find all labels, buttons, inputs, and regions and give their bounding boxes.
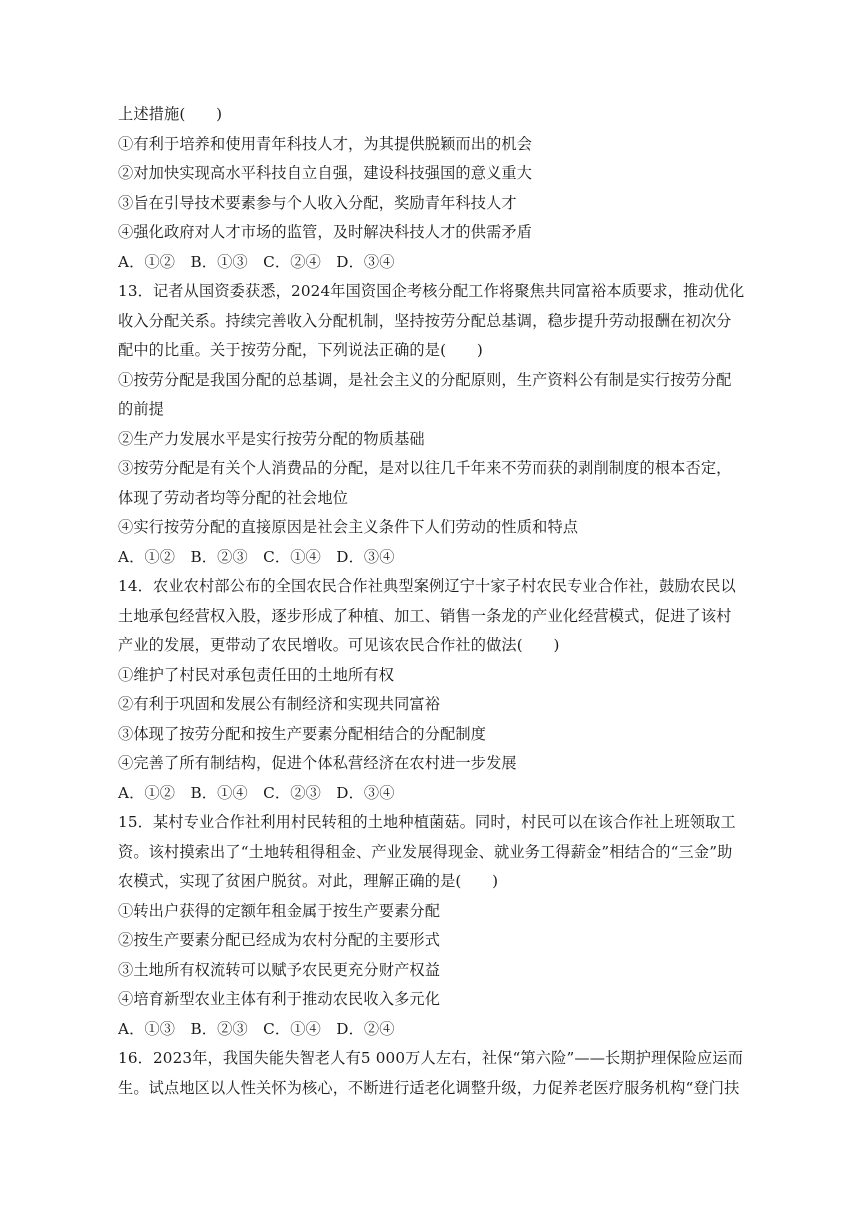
- answer-choices: A．①② B．②③ C．①④ D．③④: [118, 547, 395, 566]
- option-line: ④培育新型农业主体有利于推动农民收入多元化: [118, 990, 441, 1008]
- question-14-text: 产业的发展，更带动了农民增收。可见该农民合作社的做法( ): [118, 636, 560, 654]
- option-line: ④强化政府对人才市场的监管，及时解决科技人才的供需矛盾: [118, 223, 533, 241]
- question-14-text: 土地承包经营权入股，逐步形成了种植、加工、销售一条龙的产业化经营模式，促进了该村: [118, 606, 732, 625]
- question-15-text: 农模式，实现了贫困户脱贫。对此，理解正确的是( ): [118, 872, 499, 890]
- option-line: ③体现了按劳分配和按生产要素分配相结合的分配制度: [118, 724, 487, 743]
- option-line: ④实行按劳分配的直接原因是社会主义条件下人们劳动的性质和特点: [118, 518, 579, 536]
- option-line: 体现了劳动者均等分配的社会地位: [118, 488, 349, 507]
- question-16-text: 16．2023年，我国失能失智老人有5 000万人左右，社保“第六险”——长期护理保险应运而: [118, 1049, 744, 1067]
- answer-choices: A．①② B．①④ C．②③ D．③④: [118, 783, 395, 802]
- question-15-text: 资。该村摸索出了“土地转租得租金、产业发展得现金、就业务工得薪金”相结合的“三金”助: [118, 842, 733, 861]
- question-13-text: 配中的比重。关于按劳分配，下列说法正确的是( ): [118, 341, 483, 359]
- option-line: ②对加快实现高水平科技自立自强，建设科技强国的意义重大: [118, 164, 533, 182]
- option-line: ①转出户获得的定额年租金属于按生产要素分配: [118, 901, 441, 920]
- answer-choices: A．①③ B．②③ C．①④ D．②④: [118, 1019, 395, 1038]
- answer-choices: A．①② B．①③ C．②④ D．③④: [118, 252, 395, 271]
- question-13-text: 收入分配关系。持续完善收入分配机制，坚持按劳分配总基调，稳步提升劳动报酬在初次分: [118, 311, 732, 330]
- option-line: ③土地所有权流转可以赋予农民更充分财产权益: [118, 960, 441, 979]
- option-line: ①维护了村民对承包责任田的土地所有权: [118, 665, 395, 684]
- option-line: ②生产力发展水平是实行按劳分配的物质基础: [118, 429, 425, 448]
- option-line: ③旨在引导技术要素参与个人收入分配，奖励青年科技人才: [118, 193, 517, 212]
- question-15-text: 15．某村专业合作社利用村民转租的土地种植菌菇。同时，村民可以在该合作社上班领取工: [118, 813, 736, 831]
- option-line: ③按劳分配是有关个人消费品的分配，是对以往几千年来不劳而获的剥削制度的根本否定，: [118, 459, 732, 477]
- option-line: ①按劳分配是我国分配的总基调，是社会主义的分配原则，生产资料公有制是实行按劳分配: [118, 370, 732, 389]
- question-14-text: 14．农业农村部公布的全国农民合作社典型案例辽宁十家子村农民专业合作社，鼓励农民以: [118, 577, 736, 595]
- question-stem-tail: 上述措施( ): [118, 105, 223, 123]
- option-line: ④完善了所有制结构，促进个体私营经济在农村进一步发展: [118, 754, 517, 772]
- option-line: ①有利于培养和使用青年科技人才，为其提供脱颖而出的机会: [118, 134, 533, 153]
- option-line: ②有利于巩固和发展公有制经济和实现共同富裕: [118, 695, 441, 713]
- question-13-text: 13．记者从国资委获悉，2024年国资国企考核分配工作将聚焦共同富裕本质要求，推动优化: [118, 282, 745, 300]
- document-page: [118, 100, 745, 1103]
- question-16-text: 生。试点地区以人性关怀为核心，不断进行适老化调整升级，力促养老医疗服务机构“登门扶: [118, 1078, 740, 1097]
- option-line: 的前提: [118, 400, 165, 418]
- option-line: ②按生产要素分配已经成为农村分配的主要形式: [118, 931, 441, 949]
